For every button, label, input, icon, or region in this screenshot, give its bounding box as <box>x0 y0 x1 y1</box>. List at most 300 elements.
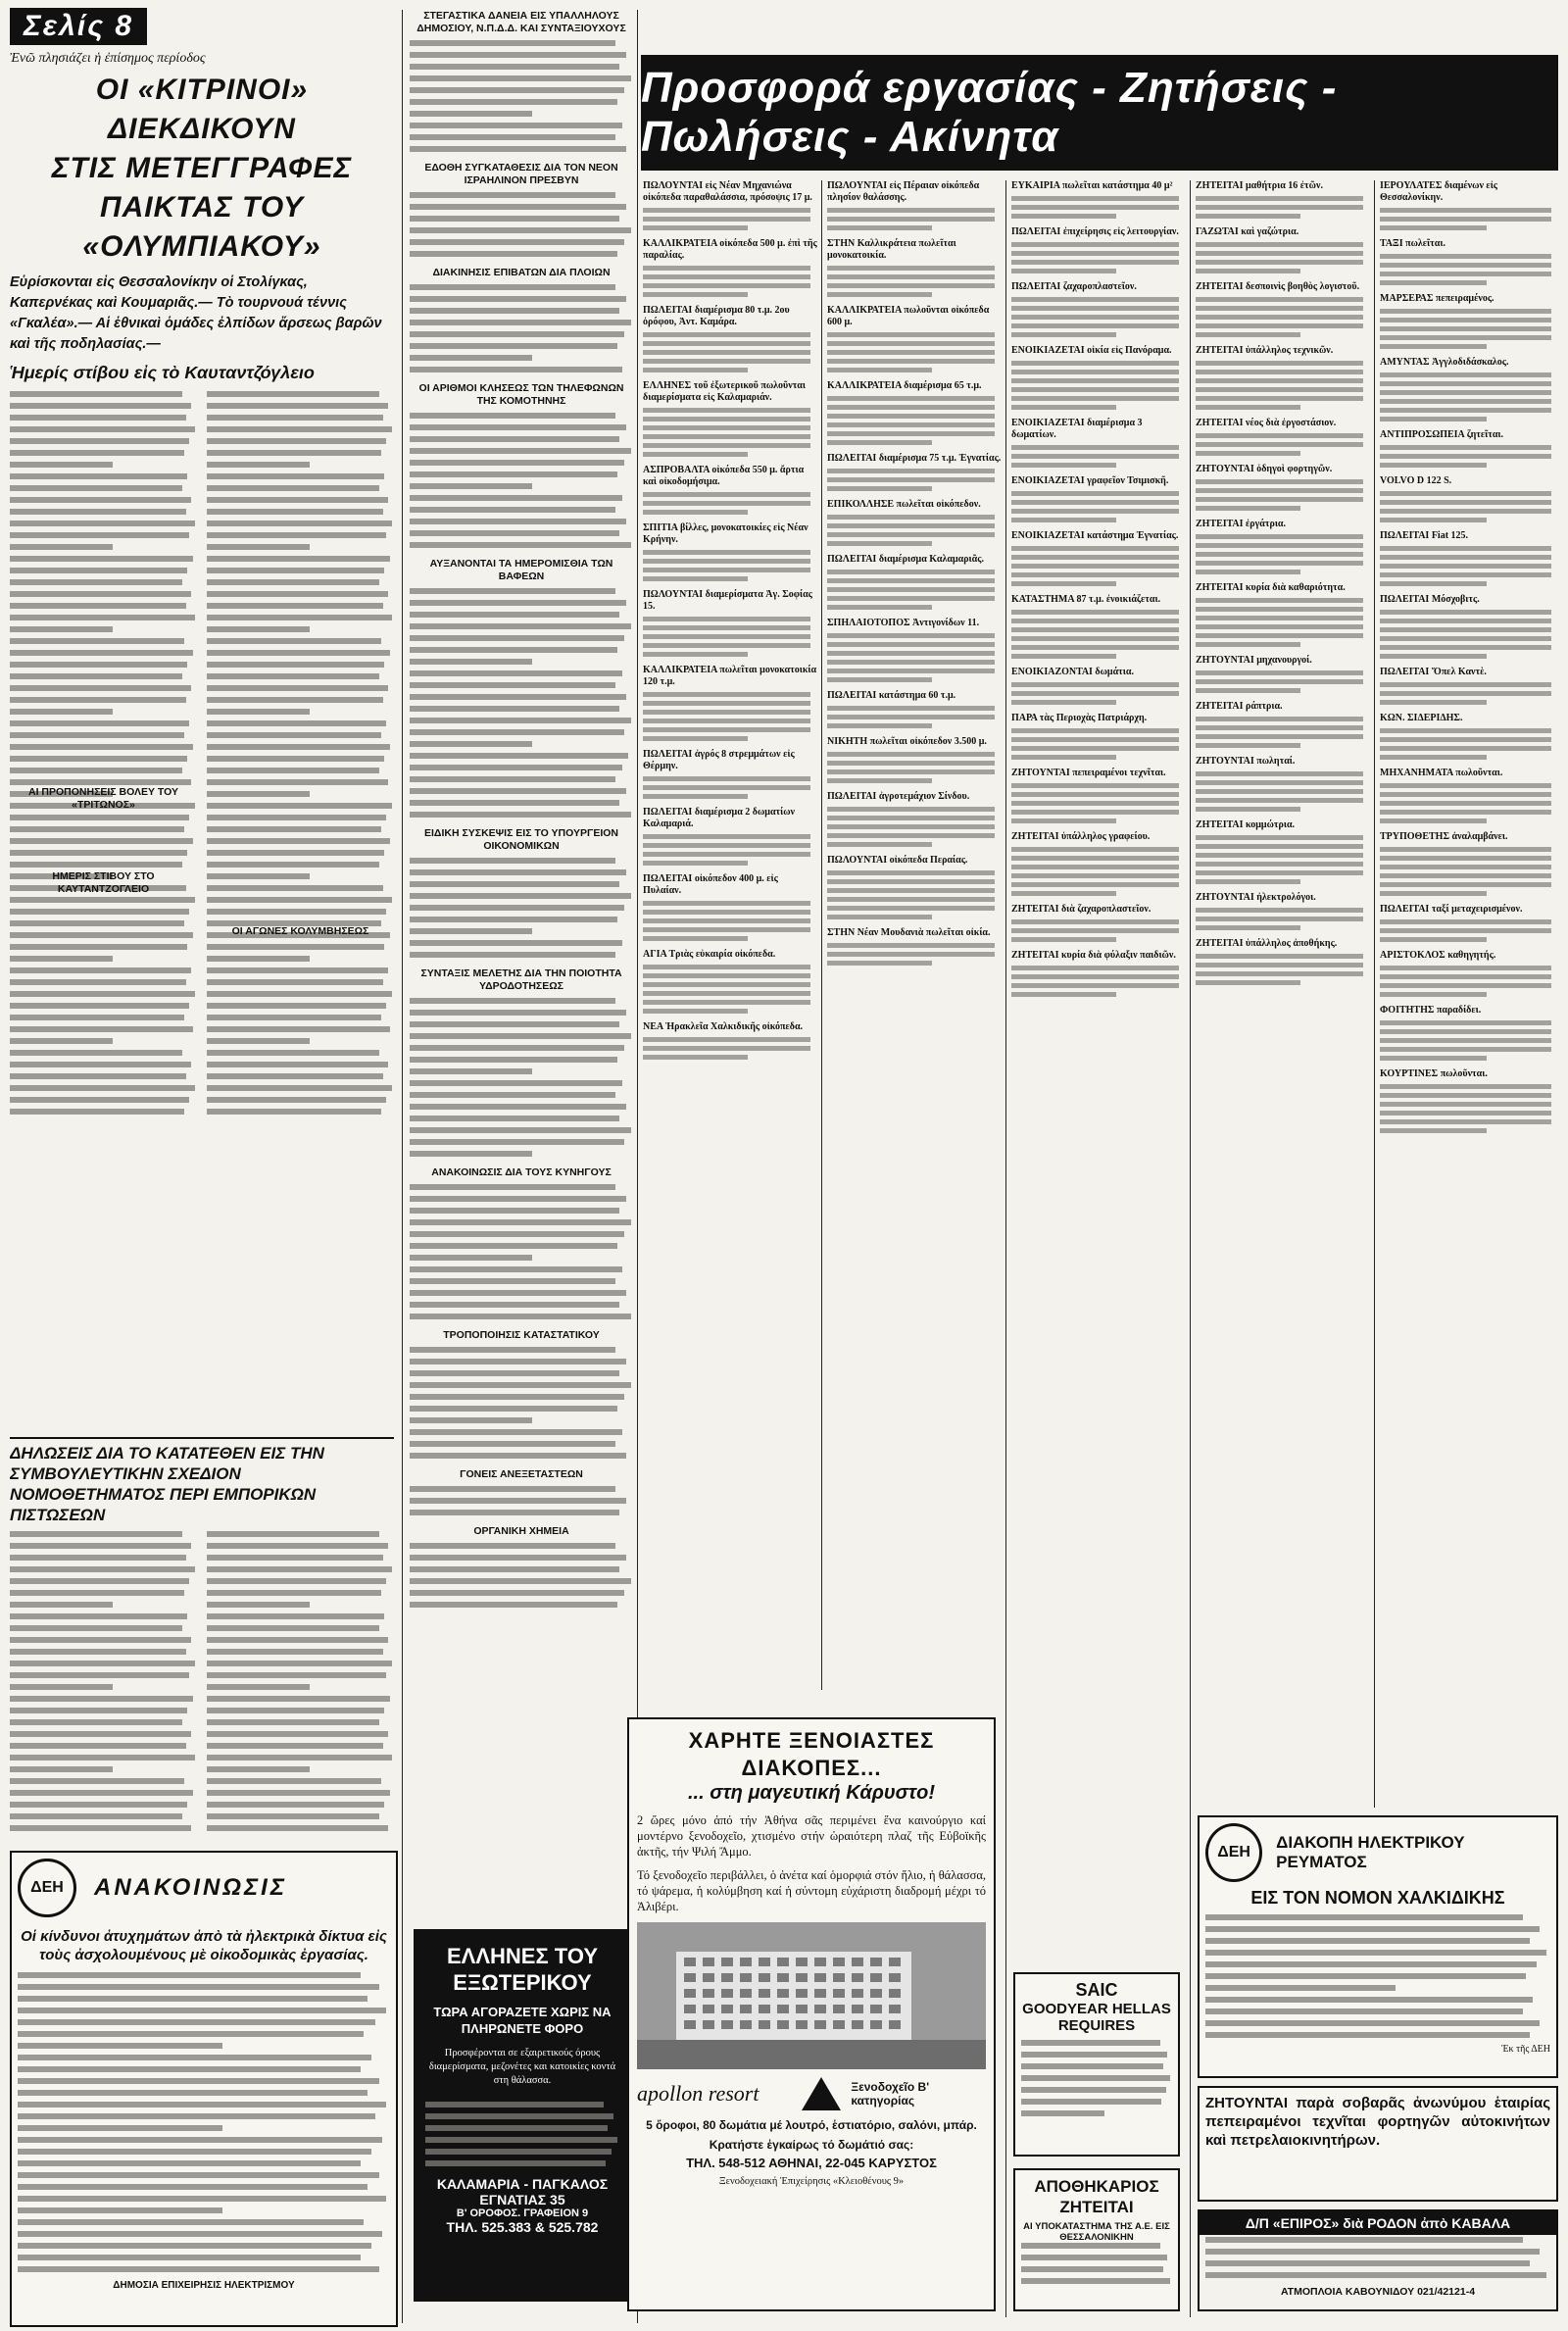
text-line <box>827 943 995 948</box>
text-line <box>410 776 615 782</box>
classified-item <box>1380 950 1558 997</box>
text-line <box>207 1778 381 1784</box>
text-line <box>643 736 748 741</box>
text-line <box>1380 937 1487 942</box>
text-line <box>1196 269 1300 273</box>
classified-item <box>1011 950 1186 997</box>
classified-item-text: ΠΩΛΕΙΤΑΙ κατάστημα 60 τ.μ. <box>827 690 956 701</box>
text-line <box>1011 269 1116 273</box>
karystos-text1: 2 ὥρες μόνο ἀπό τήν Ἀθήνα σᾶς περιμένει ἕνα καινούργιο καί μοντέρνο ξενοδοχεῖο, χτισμένο στήν ὡραιότερη πλαζ τῆς Εὐβοϊκῆς ἀκτῆς, τήν Ψιλή Ἄμμο. <box>637 1813 986 1859</box>
text-line <box>1380 254 1551 259</box>
ad-deh-cut <box>1198 1815 1558 2078</box>
text-line <box>827 274 995 279</box>
text-line <box>10 473 187 479</box>
classified-item-text: ΖΗΤΕΙΤΑΙ ἐργάτρια. <box>1196 519 1287 529</box>
text-line <box>1380 792 1551 797</box>
classified-item-text: ΕΝΟΙΚΙΑΖΕΤΑΙ διαμέρισμα 3 δωματίων. <box>1011 418 1143 440</box>
text-line <box>1011 546 1179 551</box>
text-line <box>827 897 995 902</box>
text-line <box>643 710 810 715</box>
column-rule-6 <box>1374 180 1375 1808</box>
text-line <box>410 495 622 501</box>
text-line <box>1205 1961 1537 1967</box>
text-line <box>207 438 386 444</box>
text-line <box>18 2113 375 2119</box>
classified-item-text: ΖΗΤΕΙΤΑΙ κυρία διὰ φύλαξιν παιδιῶν. <box>1011 950 1176 961</box>
text-line <box>410 1219 631 1225</box>
classified-item <box>1380 238 1558 285</box>
text-line <box>1380 208 1551 213</box>
text-line <box>207 591 388 597</box>
text-line <box>1380 1111 1551 1116</box>
text-line <box>1196 734 1363 739</box>
hotel-building-icon <box>637 1922 986 2069</box>
classified-item-text: ΠΩΛΕΙΤΑΙ διαμέρισμα 75 τ.μ. Ἐγνατίας. <box>827 453 1002 464</box>
text-line <box>1196 370 1363 374</box>
headline-line-1: ΟΙ «ΚΙΤΡΙΝΟΙ» ΔΙΕΚΔΙΚΟΥΝ <box>95 74 309 145</box>
announce-body <box>18 1972 390 2276</box>
text-line <box>827 952 995 957</box>
text-line <box>643 973 810 978</box>
text-line <box>1011 610 1179 615</box>
text-line <box>1021 2063 1163 2069</box>
text-line <box>425 2160 606 2166</box>
text-line <box>207 1790 390 1796</box>
text-line <box>1011 405 1116 410</box>
classified-item-text: ΠΩΛΕΙΤΑΙ οἰκόπεδον 400 μ. εἰς Πυλαίαν. <box>643 873 778 896</box>
ad-hellenes-sub: ΤΩΡΑ ΑΓΟΡΑΖΕΤΕ ΧΩΡΙΣ ΝΑ ΠΛΗΡΩΝΕΤΕ ΦΟΡΟ <box>433 2005 612 2036</box>
text-line <box>643 785 810 790</box>
text-line <box>18 2266 379 2272</box>
text-line <box>1380 454 1551 459</box>
text-line <box>1380 564 1551 569</box>
text-line <box>410 1057 617 1063</box>
text-line <box>410 1347 615 1353</box>
text-line <box>410 940 622 946</box>
text-line <box>1196 844 1363 849</box>
text-line <box>827 332 995 337</box>
text-line <box>410 893 631 899</box>
classified-item-text: ΖΗΤΟΥΝΤΑΙ ὀδηγοὶ φορτηγῶν. <box>1196 464 1333 474</box>
classified-item-text: ΑΣΠΡΟΒΑΛΤΑ οἰκόπεδα 550 μ. ἄρτια καὶ οἰκοδομήσιμα. <box>643 465 805 487</box>
classified-item-text: ΤΡΥΠΟΘΕΤΗΣ ἀναλαμβάνει. <box>1380 831 1508 842</box>
text-line <box>1196 214 1300 219</box>
text-line <box>207 1637 388 1643</box>
text-line <box>410 192 615 198</box>
text-line <box>10 1825 191 1831</box>
text-line <box>410 483 532 489</box>
text-line <box>1196 798 1363 803</box>
text-line <box>410 1417 532 1423</box>
text-line <box>1380 1020 1551 1025</box>
text-line <box>827 405 995 410</box>
deh-announcement <box>10 1851 398 2327</box>
text-line <box>1011 627 1179 632</box>
text-line <box>207 579 379 585</box>
text-line <box>827 587 995 592</box>
text-line <box>643 625 810 630</box>
classified-item <box>1380 713 1558 760</box>
classified-item-text: ΠΩΛΕΙΤΑΙ διαμέρισμα 80 τ.μ. 2ου ὀρόφου, Ἀντ. Καμάρα. <box>643 305 790 327</box>
text-line <box>827 816 995 820</box>
classified-item <box>827 736 1002 783</box>
classified-item <box>1380 530 1558 586</box>
text-line <box>827 660 995 665</box>
text-line <box>827 350 995 355</box>
classified-item-text: ΕΥΚΑΙΡΙΑ πωλεῖται κατάστημα 40 μ² <box>1011 180 1173 191</box>
classified-item <box>643 380 817 457</box>
text-line <box>10 450 184 456</box>
text-line <box>1196 633 1363 638</box>
text-line <box>425 2137 617 2143</box>
text-line <box>643 434 810 439</box>
apollon-triangle-icon <box>802 2077 841 2110</box>
text-line <box>207 1578 386 1584</box>
text-line <box>10 462 113 468</box>
text-line <box>10 579 182 585</box>
text-line <box>410 448 631 454</box>
classified-item-text: ΖΗΤΕΙΤΑΙ κυρία διὰ καθαριότητα. <box>1196 582 1346 593</box>
text-line <box>643 452 748 457</box>
text-line <box>10 1672 189 1678</box>
text-line <box>10 1555 186 1561</box>
hotel-photo <box>637 1922 986 2069</box>
column-rule-5 <box>1190 180 1191 2317</box>
text-line <box>1011 251 1179 256</box>
text-line <box>1380 783 1551 788</box>
text-line <box>410 1045 624 1051</box>
text-line <box>410 1302 619 1308</box>
text-line <box>1011 396 1179 401</box>
text-line <box>410 788 626 794</box>
text-line <box>1196 488 1363 493</box>
text-line <box>1205 1973 1526 1979</box>
text-line <box>1196 260 1363 265</box>
classified-item-text: ΚΑΛΛΙΚΡΑΤΕΙΑ διαμέρισμα 65 τ.μ. <box>827 380 982 391</box>
text-line <box>1380 509 1551 514</box>
text-line <box>1011 983 1179 988</box>
classified-item <box>1380 1005 1558 1061</box>
text-line <box>1011 454 1179 459</box>
text-line <box>207 473 384 479</box>
text-line <box>827 596 995 601</box>
text-line <box>1011 315 1179 320</box>
text-line <box>1380 619 1551 623</box>
text-line <box>1196 771 1363 776</box>
text-line <box>1380 1038 1551 1043</box>
text-line <box>410 765 622 770</box>
classified-item-text: ΚΑΛΛΙΚΡΑΤΕΙΑ πωλοῦνται οἰκόπεδα 600 μ. <box>827 305 990 327</box>
text-line <box>410 917 617 922</box>
news-body-ambassador <box>410 192 633 257</box>
text-line <box>643 492 810 497</box>
text-line <box>10 1578 189 1584</box>
text-line <box>10 1625 182 1631</box>
text-line <box>207 485 379 491</box>
text-line <box>1021 2075 1170 2081</box>
text-line <box>827 915 932 919</box>
classified-item-text: ΕΝΟΙΚΙΑΖΕΤΑΙ κατάστημα Ἐγνατίας. <box>1011 530 1179 541</box>
text-line <box>1205 1938 1530 1944</box>
text-line <box>410 682 615 688</box>
text-line <box>10 1613 187 1619</box>
text-line <box>410 1555 626 1561</box>
text-line <box>18 2031 364 2037</box>
karystos-category: Ξενοδοχεῖο Β' κατηγορίας <box>851 2080 930 2108</box>
news-body-statute <box>410 1347 633 1459</box>
classified-col-3 <box>1011 180 1186 1866</box>
text-line <box>410 1080 622 1086</box>
ad-karystos <box>627 1717 996 2311</box>
classified-item-text: ΣΠΗΛΑΙΟΤΟΠΟΣ Ἀντιγονίδων 11. <box>827 618 980 628</box>
text-line <box>410 52 626 58</box>
classified-item-text: ΚΩΝ. ΣΙΔΕΡΙΔΗΣ. <box>1380 713 1463 723</box>
text-line <box>1380 408 1551 413</box>
text-line <box>643 568 810 572</box>
announce-lead: Οἱ κίνδυνοι ἀτυχημάτων ἀπὸ τὰ ἠλεκτρικὰ δίκτυα εἰς τοὺς ἀσχολουμένους μὲ οἰκοδομικὰς ἐργασίας. <box>21 1928 387 1963</box>
text-line <box>1011 370 1179 374</box>
classified-item <box>1011 831 1186 896</box>
text-line <box>1196 607 1363 612</box>
text-line <box>410 1429 622 1435</box>
text-line <box>827 870 995 875</box>
text-line <box>1011 818 1116 823</box>
news-head-hunters: ΑΝΑΚΟΙΝΩΣΙΣ ΔΙΑ ΤΟΥΣ ΚΥΝΗΓΟΥΣ <box>431 1166 612 1178</box>
text-line <box>1196 451 1300 456</box>
text-line <box>410 1184 615 1190</box>
text-line <box>643 425 810 430</box>
news-head-finance: ΕΙΔΙΚΗ ΣΥΣΚΕΨΙΣ ΕΙΣ ΤΟ ΥΠΟΥΡΓΕΙΟΝ ΟΙΚΟΝΟΜΙΚΩΝ <box>424 827 618 852</box>
classified-item <box>827 927 1002 966</box>
text-line <box>827 532 995 537</box>
classified-item <box>643 305 817 372</box>
storekeeper-title: ΑΠΟΘΗΚΑΡΙΟΣ ΖΗΤΕΙΤΑΙ <box>1034 2177 1159 2216</box>
column-rule-3 <box>821 180 822 1690</box>
text-line <box>1380 856 1551 861</box>
text-line <box>207 1613 384 1619</box>
text-line <box>827 824 995 829</box>
text-line <box>410 1068 532 1074</box>
text-line <box>643 982 810 987</box>
text-line <box>410 331 624 337</box>
text-line <box>18 2160 361 2166</box>
classified-item-text: ΕΝΟΙΚΙΑΖΕΤΑΙ γραφεῖον Τσιμισκῆ. <box>1011 475 1169 486</box>
classified-item-text: ΠΩΛΕΙΤΑΙ ταξί μεταχειρισμένον. <box>1380 904 1523 915</box>
text-line <box>827 715 995 719</box>
text-line <box>207 426 392 432</box>
classified-item <box>643 807 817 866</box>
text-line <box>1196 917 1363 921</box>
text-line <box>1011 682 1179 687</box>
text-line <box>1011 755 1116 760</box>
text-line <box>827 642 995 647</box>
text-line <box>410 1278 615 1284</box>
text-line <box>827 723 932 728</box>
text-line <box>643 1000 810 1005</box>
ad-hellenes-company: ΚΑΛΑΜΑΡΙΑ - ΠΑΓΚΑΛΟΣ <box>436 2176 609 2192</box>
text-line <box>1196 534 1363 539</box>
karystos-footer: Ξενοδοχειακή Ἐπιχείρησις «Κλειοθένους 9» <box>718 2176 905 2187</box>
classified-item <box>1380 475 1558 522</box>
text-line <box>1380 318 1551 322</box>
text-line <box>1011 500 1179 505</box>
saic-body <box>1021 2040 1172 2116</box>
text-line <box>410 1127 631 1133</box>
ad-hellenes-floor: Β' ΟΡΟΦΟΣ. ΓΡΑΦΕΙΟΝ 9 <box>456 2207 589 2219</box>
text-line <box>207 532 386 538</box>
text-line <box>1196 954 1363 959</box>
text-line <box>827 677 932 682</box>
classified-item <box>1380 831 1558 896</box>
text-line <box>10 1802 187 1808</box>
text-line <box>410 600 626 606</box>
text-line <box>410 355 532 361</box>
classified-item <box>1011 418 1186 468</box>
credit-body-right <box>207 1531 394 1841</box>
classified-item-text: ΝΙΚΗΤΗ πωλεῖται οἰκόπεδον 3.500 μ. <box>827 736 987 747</box>
classified-item <box>1196 938 1370 985</box>
classified-item <box>827 791 1002 847</box>
text-line <box>827 706 995 711</box>
text-line <box>1011 974 1179 979</box>
news-head-statute: ΤΡΟΠΟΠΟΙΗΣΙΣ ΚΑΤΑΣΤΑΤΙΚΟΥ <box>443 1329 600 1341</box>
classified-item-text: ΠΩΛΕΙΤΑΙ Ὅπελ Καντὲ. <box>1380 667 1487 677</box>
classified-item <box>1196 281 1370 337</box>
column-rule-1 <box>402 10 403 2323</box>
text-line <box>10 509 186 515</box>
text-line <box>827 283 995 288</box>
column-rule-4 <box>1005 180 1006 2317</box>
text-line <box>18 2090 368 2096</box>
text-line <box>1196 497 1363 502</box>
news-body-hunters <box>410 1184 633 1319</box>
classified-item <box>827 618 1002 682</box>
classified-item-text: ΠΩΛΕΙΤΑΙ ἀγρός 8 στρεμμάτων εἰς Θέρμην. <box>643 749 795 771</box>
classified-item-text: ΑΓΙΑ Τριὰς εὐκαιρία οἰκόπεδα. <box>643 949 776 960</box>
text-line <box>1011 728 1179 733</box>
text-line <box>643 332 810 337</box>
classified-item-text: ΖΗΤΕΙΤΑΙ δεσποινὶς βοηθὸς λογιστοῦ. <box>1196 281 1360 292</box>
text-line <box>10 521 195 526</box>
text-line <box>1196 725 1363 730</box>
karystos-rooms: 5 ὄροφοι, 80 δωμάτια μέ λουτρό, ἑστιατόριο, σαλόνι, μπάρ. <box>646 2118 977 2132</box>
classified-item-text: ΑΝΤΙΠΡΟΣΩΠΕΙΑ ζητεῖται. <box>1380 429 1504 440</box>
text-line <box>18 2243 371 2249</box>
text-line <box>1011 242 1179 247</box>
text-line <box>1011 555 1179 560</box>
news-head-parents: ΓΟΝΕΙΣ ΑΝΕΞΕΤΑΣΤΕΩΝ <box>460 1468 583 1480</box>
text-line <box>10 403 191 409</box>
classified-item <box>1011 594 1186 659</box>
classified-item-text: ΚΑΤΑΣΤΗΜΑ 87 τ.μ. ἐνοικιάζεται. <box>1011 594 1161 605</box>
text-line <box>643 292 748 297</box>
text-line <box>18 2102 386 2108</box>
saic-line2: GOODYEAR HELLAS <box>1022 2001 1171 2017</box>
text-line <box>827 469 995 473</box>
text-line <box>410 87 624 93</box>
text-line <box>410 1139 624 1145</box>
text-line <box>207 556 390 562</box>
classified-item-text: ΦΟΙΤΗΤΗΣ παραδίδει. <box>1380 1005 1482 1016</box>
text-line <box>10 415 186 421</box>
text-line <box>827 486 932 491</box>
text-line <box>1011 205 1179 210</box>
text-line <box>410 1266 622 1272</box>
text-line <box>410 928 532 934</box>
classified-item <box>1380 594 1558 659</box>
lead-deck: Εὑρίσκονται εἰς Θεσσαλονίκην οἱ Στολίγκας, Καπερνέκας καὶ Κουμαριᾶς.— Τὸ τουρνουά τέννις «Γκαλέα».— Αἱ ἐθνικαὶ ὁμάδες ἐλπίδων ἄρσεως βαρῶν καὶ τῆς ποδηλασίας.— <box>10 274 382 352</box>
ferry-body <box>1200 2235 1556 2286</box>
text-line <box>643 936 748 941</box>
classified-item-text: ΓΑΖΩΤΑΙ καὶ γαζώτρια. <box>1196 226 1299 237</box>
text-line <box>410 635 624 641</box>
classified-item <box>1380 180 1558 230</box>
text-line <box>410 952 615 958</box>
text-line <box>207 1684 310 1690</box>
text-line <box>1196 332 1300 337</box>
text-line <box>410 204 626 210</box>
text-line <box>1011 581 1116 586</box>
text-line <box>1011 654 1116 659</box>
text-line <box>643 559 810 564</box>
classified-item <box>827 453 1002 491</box>
classified-item <box>1196 582 1370 647</box>
text-line <box>1380 381 1551 386</box>
text-line <box>1205 2032 1530 2038</box>
text-line <box>1205 1914 1523 1920</box>
text-line <box>207 1543 388 1549</box>
text-line <box>410 1602 617 1608</box>
text-line <box>1196 879 1300 884</box>
text-line <box>18 2125 222 2131</box>
classified-item <box>1380 904 1558 942</box>
text-line <box>1011 992 1116 997</box>
text-line <box>410 1092 615 1098</box>
text-line <box>1011 792 1179 797</box>
text-line <box>410 40 615 46</box>
text-line <box>1196 442 1363 447</box>
classified-item <box>643 589 817 657</box>
text-line <box>1380 546 1551 551</box>
text-line <box>410 308 619 314</box>
classified-banner: Προσφορά εργασίας - Ζητήσεις - Πωλήσεις - Ακίνητα <box>641 55 1558 171</box>
text-line <box>1196 433 1363 438</box>
text-line <box>10 556 193 562</box>
karystos-title: ΧΑΡΗΤΕ ΞΕΝΟΙΑΣΤΕΣ ΔΙΑΚΟΠΕΣ... <box>688 1728 935 1780</box>
text-line <box>1011 564 1179 569</box>
lead-subhead: Ἡμερίς στίβου εἰς τὸ Καυταντζόγλειο <box>10 363 315 382</box>
classified-item-text: ΕΝΟΙΚΙΑΖΟΝΤΑΙ δωμάτια. <box>1011 667 1134 677</box>
ad-wanted <box>1198 2086 1558 2202</box>
lead-kicker: Ἐνῶ πλησιάζει ἡ ἐπίσημος περίοδος <box>10 51 206 66</box>
text-line <box>1011 378 1179 383</box>
text-line <box>1380 1093 1551 1098</box>
text-line <box>827 807 995 812</box>
text-line <box>643 861 748 866</box>
text-line <box>1011 810 1179 815</box>
text-line <box>827 422 995 427</box>
classified-item-text: ΝΕΑ Ἡρακλεῖα Χαλκιδικῆς οἰκόπεδα. <box>643 1021 804 1032</box>
classified-item-text: ΣΤΗΝ Καλλικράτεια πωλεῖται μονοκατοικία. <box>827 238 956 261</box>
text-line <box>410 320 631 325</box>
text-line <box>10 1731 191 1737</box>
text-line <box>1196 717 1363 721</box>
news-head-chemistry: ΟΡΓΑΝΙΚΗ ΧΗΜΕΙΑ <box>473 1525 569 1537</box>
text-line <box>643 843 810 848</box>
classified-item-text: VOLVO D 122 S. <box>1380 475 1452 486</box>
text-line <box>10 1778 184 1784</box>
text-line <box>1011 518 1116 522</box>
